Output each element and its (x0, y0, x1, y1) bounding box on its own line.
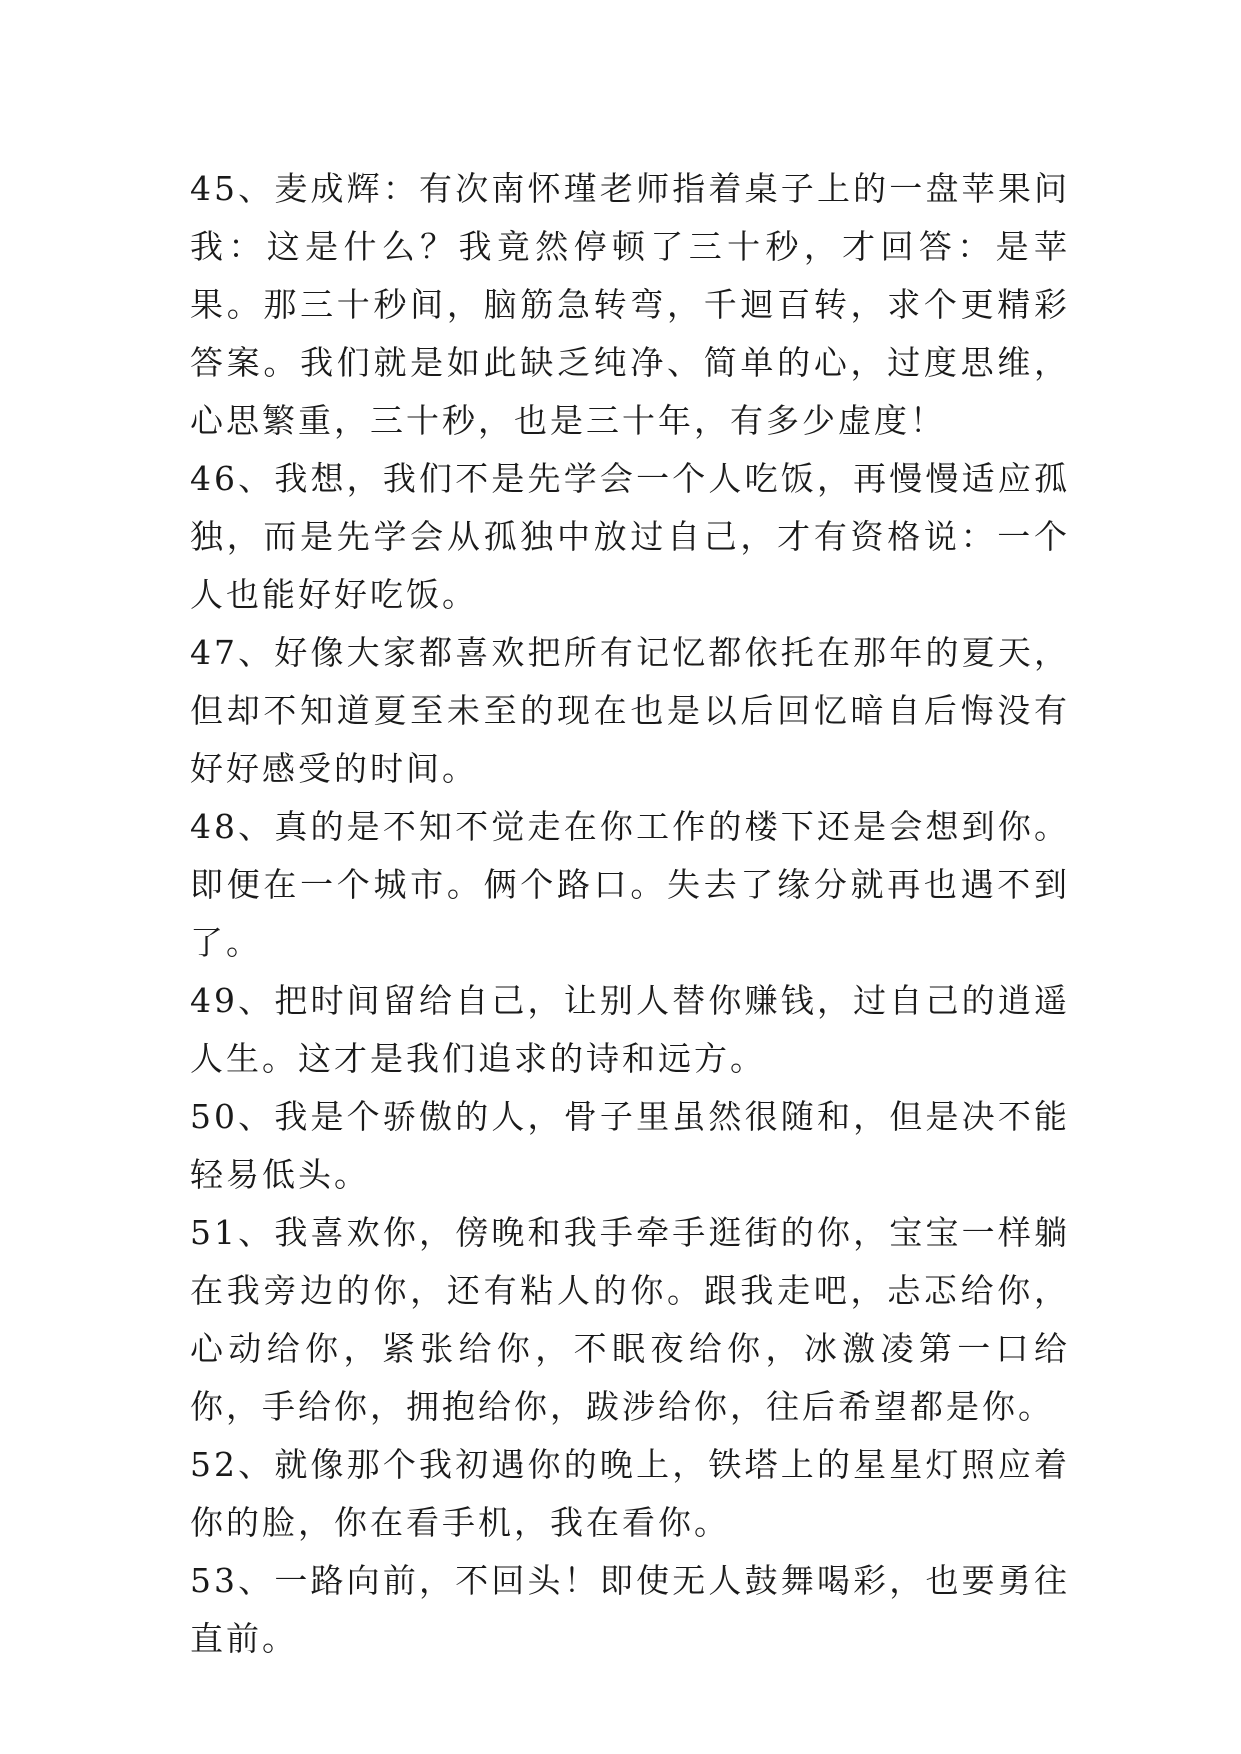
quote-entry-47: 47、好像大家都喜欢把所有记忆都依托在那年的夏天，但却不知道夏至未至的现在也是以后回忆暗自后悔没有好好感受的时间。 (190, 633, 1070, 788)
quote-entry-50: 50、我是个骄傲的人，骨子里虽然很随和，但是决不能轻易低头。 (190, 1097, 1070, 1194)
quote-entry-52: 52、就像那个我初遇你的晚上，铁塔上的星星灯照应着你的脸，你在看手机，我在看你。 (190, 1445, 1070, 1542)
quote-entry-48: 48、真的是不知不觉走在你工作的楼下还是会想到你。即便在一个城市。俩个路口。失去了缘分就再也遇不到了。 (190, 807, 1070, 962)
quote-entry-53: 53、一路向前，不回头！即使无人鼓舞喝彩，也要勇往直前。 (190, 1561, 1070, 1658)
quote-entry-49: 49、把时间留给自己，让别人替你赚钱，过自己的逍遥人生。这才是我们追求的诗和远方。 (190, 981, 1070, 1078)
quote-entry-46: 46、我想，我们不是先学会一个人吃饭，再慢慢适应孤独，而是先学会从孤独中放过自己，才有资格说：一个人也能好好吃饭。 (190, 459, 1070, 614)
document-body (190, 160, 1070, 1668)
quote-entry-45: 45、麦成辉：有次南怀瑾老师指着桌子上的一盘苹果问我：这是什么？我竟然停顿了三十秒，才回答：是苹果。那三十秒间，脑筋急转弯，千迴百转，求个更精彩答案。我们就是如此缺乏纯净、简单的心，过度思维，心思繁重，三十秒，也是三十年，有多少虚度！ (190, 169, 1070, 440)
quote-entry-51: 51、我喜欢你，傍晚和我手牵手逛街的你，宝宝一样躺在我旁边的你，还有粘人的你。跟我走吧，忐忑给你，心动给你，紧张给你，不眠夜给你，冰激凌第一口给你，手给你，拥抱给你，跋涉给你，往后希望都是你。 (190, 1213, 1070, 1426)
